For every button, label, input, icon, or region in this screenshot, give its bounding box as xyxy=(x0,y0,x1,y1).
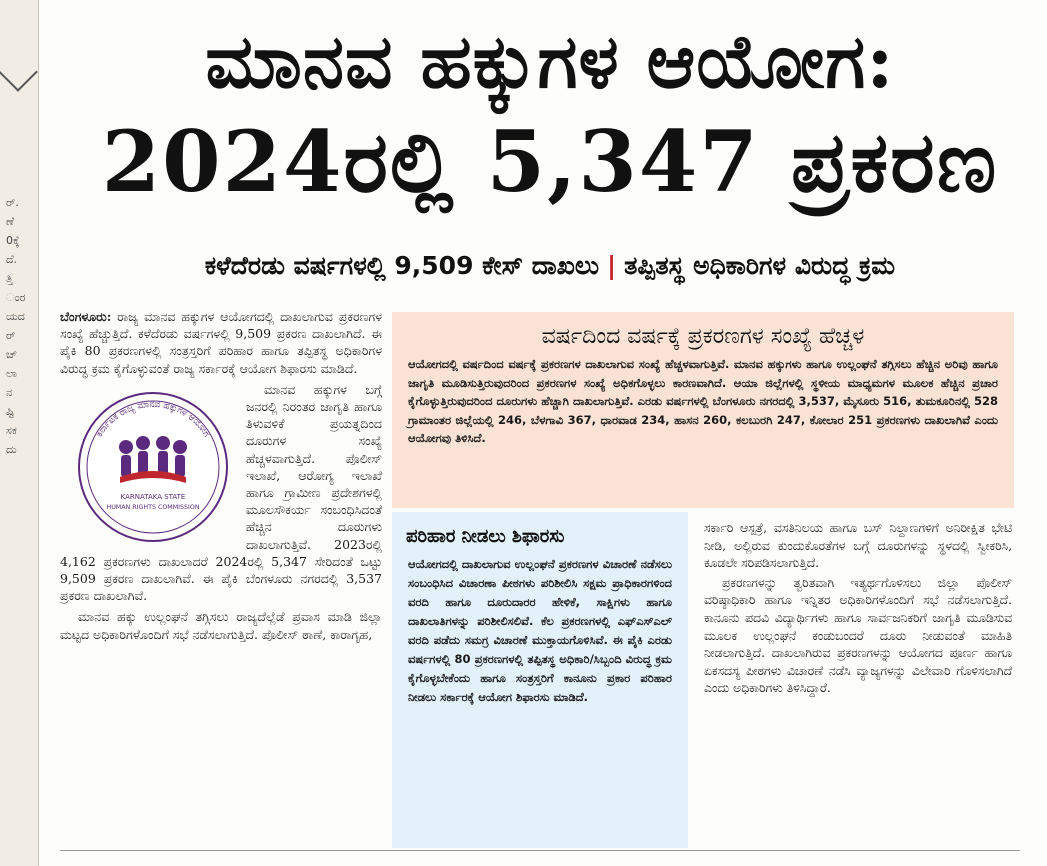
previous-column-fragment-line: ಲಾ xyxy=(6,367,18,380)
headline-line2: 2024ರಲ್ಲಿ 5,347 ಪ್ರಕರಣ xyxy=(101,112,999,211)
box-left-title: ಪರಿಹಾರ ನೀಡಲು ಶಿಫಾರಸು xyxy=(406,526,565,547)
box-top-body: ಆಯೋಗದಲ್ಲಿ ವರ್ಷದಿಂದ ವರ್ಷಕ್ಕೆ ಪ್ರಕರಣಗಳ ದಾಖಲಾಗುವ ಸಂಖ್ಯೆ ಹೆಚ್ಚಳವಾಗುತ್ತಿವೆ. ಮಾನವ ಹಕ್ಕುಗಳು ಹಾಗೂ ಉಲ್ಲಂಘನೆ ತಗ್ಗಿಸಲು ಹೆಚ್ಚಿನ ಅರಿವು ಹಾಗೂ ಜಾಗೃತಿ ಮೂಡಿಸುತ್ತಿರುವುದರಿಂದ ಪ್ರಕರಣಗಳ ಸಂಖ್ಯೆ ಅಧಿಕಗೊಳ್ಳಲು ಕಾರಣವಾಗಿದೆ. ಆಯಾ ಜಿಲ್ಲೆಗಳಲ್ಲಿ ಸ್ಥಳೀಯ ಮಾಧ್ಯಮಗಳ ಮೂಲಕ ಹೆಚ್ಚಿನ ಪ್ರಚಾರ ಕೈಗೊಳ್ಳುತ್ತಿರುವುದರಿಂದ ದೂರುಗಳು ಹೆಚ್ಚಾಗಿ ದಾಖಲಾಗುತ್ತಿವೆ. ಎರಡು ವರ್ಷಗಳಲ್ಲಿ ಬೆಂಗಳೂರು ನಗರದಲ್ಲಿ 3,537, ಮೈಸೂರು 516, ತುಮಕೂರಿನಲ್ಲಿ 528 ಗ್ರಾಮಾಂತರ ಜಿಲ್ಲೆಯಲ್ಲಿ 246, ಬೆಳಗಾವಿ 367, ಧಾರವಾಡ 234, ಹಾಸನ 260, ಕಲಬುರಗಿ 247, ಕೋಲಾರ 251 ಪ್ರಕರಣಗಳು ದಾಖಲಾಗಿವೆ ಎಂದು ಆಯೋಗವು ತಿಳಿಸಿದೆ. xyxy=(408,357,998,446)
previous-column-fragment-line: ದು xyxy=(6,443,17,456)
article-paragraph-1 xyxy=(60,308,382,377)
article-column-left xyxy=(60,308,382,647)
previous-column-fragment-line: ದೆ. xyxy=(6,253,18,266)
subheadline-right: ತಪ್ಪಿತಸ್ಥ ಅಧಿಕಾರಿಗಳ ವಿರುದ್ಧ ಕ್ರಮ xyxy=(624,251,896,280)
chevron-down-icon xyxy=(0,52,38,92)
box-left-body: ಆಯೋಗದಲ್ಲಿ ದಾಖಲಾಗುವ ಉಲ್ಲಂಘನೆ ಪ್ರಕರಣಗಳ ವಿಚಾರಣೆ ನಡೆಸಲು ಸಂಬಂಧಿಸಿದ ವಿಚಾರಣಾ ಪೀಠಗಳು ಪರಿಶೀಲಿಸಿ ಸಕ್ಷಮ ಪ್ರಾಧಿಕಾರಗಳಿಂದ ವರದಿ ಹಾಗೂ ದೂರುದಾರರ ಹೇಳಿಕೆ, ಸಾಕ್ಷಿಗಳು ಹಾಗೂ ದಾಖಲಾತಿಗಳನ್ನು ಪರಿಶೀಲಿಸಲಿವೆ. ಕೆಲ ಪ್ರಕರಣಗಳಲ್ಲಿ ಎಫ್ಎಸ್ಎಲ್ ವರದಿ ಪಡೆದು ಸಮಗ್ರ ವಿಚಾರಣೆ ಮುಕ್ತಾಯಗೊಳಿಸಿವೆ. ಈ ಪೈಕಿ ಎರಡು ವರ್ಷಗಳಲ್ಲಿ 80 ಪ್ರಕರಣಗಳಲ್ಲಿ ತಪ್ಪಿತಸ್ಥ ಅಧಿಕಾರಿ/ಸಿಬ್ಬಂದಿ ವಿರುದ್ಧ ಕ್ರಮ ಕೈಗೊಳ್ಳಬೇಕೆಂದು ಹಾಗೂ ಸಂತ್ರಸ್ತರಿಗೆ ಕಾನೂನು ಪ್ರಕಾರ ಪರಿಹಾರ ನೀಡಲು ಸರ್ಕಾರಕ್ಕೆ ಆಯೋಗ ಶಿಫಾರಸು ಮಾಡಿದೆ. xyxy=(408,557,672,704)
subheadline-separator: | xyxy=(607,251,617,280)
previous-column-fragment-line: ಚ್ xyxy=(6,348,18,361)
subheadline-left: ಕಳೆದೆರಡು ವರ್ಷಗಳಲ್ಲಿ 9,509 ಕೇಸ್ ದಾಖಲು xyxy=(204,251,600,280)
previous-column-fragment-line: ಣೆ xyxy=(6,215,15,228)
article-column-right xyxy=(704,520,1012,700)
headline xyxy=(60,14,1040,214)
article-paragraph-5: ಪ್ರಕರಣಗಳನ್ನು ತ್ವರಿತವಾಗಿ ಇತ್ಯರ್ಥಗೊಳಿಸಲು ಜಿಲ್ಲಾ ಪೊಲೀಸ್ ವರಿಷ್ಠಾಧಿಕಾರಿ ಹಾಗೂ ಇನ್ನಿತರ ಅಧಿಕಾರಿಗಳೊಂದಿಗೆ ಸಭೆ ನಡೆಸಲಾಗುತ್ತಿದೆ. ಕಾನೂನು ಪದವಿ ವಿದ್ಯಾರ್ಥಿಗಳು ಹಾಗೂ ಸಾರ್ವಜನಿಕರಿಗೆ ಜಾಗೃತಿ ಮೂಡಿಸುವ ಮೂಲಕ ಉಲ್ಲಂಘನೆ ಕಂಡುಬಂದರೆ ದೂರು ನೀಡುವಂತೆ ಮಾಹಿತಿ ನೀಡಲಾಗುತ್ತಿದೆ. ದಾಖಲಾಗಿರುವ ಪ್ರಕರಣಗಳನ್ನು ಆಯೋಗದ ಪೂರ್ಣ ಹಾಗೂ ಏಕಸದಸ್ಯ ಪೀಠಗಳು ವಿಚಾರಣೆ ನಡೆಸಿ ವ್ಯಾಜ್ಯಗಳನ್ನು ವಿಲೇವಾರಿ ಗೊಳಿಸಲಾಗಿದೆ ಎಂದು ಅಧಿಕಾರಿಗಳು ತಿಳಿಸಿದ್ದಾರೆ. xyxy=(704,575,1012,696)
previous-column-fragment-line: ಂರ xyxy=(6,291,26,304)
previous-column-fragment-line: ಯದ xyxy=(6,310,25,323)
headline-line1: ಮಾನವ ಹಕ್ಕುಗಳ ಆಯೋಗ: xyxy=(205,19,895,105)
previous-column-fragment-line: ತ್ತಿ xyxy=(6,272,13,285)
box-top-title: ವರ್ಷದಿಂದ ವರ್ಷಕ್ಕೆ ಪ್ರಕರಣಗಳ ಸಂಖ್ಯೆ ಹೆಚ್ಚಳ xyxy=(541,324,865,349)
previous-column-fragment xyxy=(0,0,39,866)
previous-column-fragment-line: ರ್. xyxy=(6,196,19,209)
previous-column-fragment-line: ನ xyxy=(6,386,13,399)
commission-logo xyxy=(68,385,238,545)
dateline: ಬೆಂಗಳೂರು: xyxy=(60,309,112,324)
previous-column-fragment-line: ಷ್ಟಿ xyxy=(6,405,15,418)
previous-column-fragment-line: 0ಕ್ಕೆ xyxy=(6,234,20,247)
article-paragraph-3: ಮಾನವ ಹಕ್ಕು ಉಲ್ಲಂಘನೆ ತಗ್ಗಿಸಲು ರಾಜ್ಯದೆಲ್ಲೆಡೆ ಪ್ರವಾಸ ಮಾಡಿ ಜಿಲ್ಲಾ ಮಟ್ಟದ ಅಧಿಕಾರಿಗಳೊಂದಿಗೆ ಸಭೆ ನಡೆಸಲಾಗುತ್ತಿದೆ. ಪೊಲೀಸ್ ಠಾಣೆ, ಕಾರಾಗೃಹ, xyxy=(60,609,382,642)
previous-column-fragment-line: ಸಕ xyxy=(6,424,17,437)
bottom-divider xyxy=(60,850,1020,851)
logo-top-text: ಕರ್ನಾಟಕ ರಾಜ್ಯ ಮಾನವ ಹಕ್ಕುಗಳ ಆಯೋಗ xyxy=(94,399,212,439)
subheadline xyxy=(60,246,1040,286)
article-paragraph-4: ಸರ್ಕಾರಿ ಆಸ್ಪತ್ರೆ, ವಸತಿನಿಲಯ ಹಾಗೂ ಬಸ್ ನಿಲ್ದಾಣಗಳಿಗೆ ಅನಿರೀಕ್ಷಿತ ಭೇಟಿ ನೀಡಿ, ಅಲ್ಲಿರುವ ಕುಂದುಕೊರತೆಗಳ ಬಗ್ಗೆ ದೂರುಗಳನ್ನು ಸ್ಥಳದಲ್ಲಿ ಸ್ವೀಕರಿಸಿ, ಕೂಡಲೇ ಸರಿಪಡಿಸಲಾಗುತ್ತಿದೆ. xyxy=(704,521,1012,571)
sidebar-box-yearly-increase xyxy=(392,312,1014,508)
article-paragraph-2: ಮಾನವ ಹಕ್ಕುಗಳ ಬಗ್ಗೆ ಜನರಲ್ಲಿ ನಿರಂತರ ಜಾಗೃತಿ ಹಾಗೂ ತಿಳುವಳಿಕೆ ಪ್ರಯತ್ನದಿಂದ ದೂರುಗಳ ಸಂಖ್ಯೆ ಹೆಚ್ಚಳವಾಗುತ್ತಿದೆ. ಪೊಲೀಸ್ ಇಲಾಖೆ, ಆರೋಗ್ಯ ಇಲಾಖೆ ಹಾಗೂ ಗ್ರಾಮೀಣ ಪ್ರದೇಶಗಳಲ್ಲಿ ಮೂಲಸೌಕರ್ಯ ಸಂಬಂಧಿಸಿದಂತೆ ಹೆಚ್ಚಿನ ದೂರುಗಳು ದಾಖಲಾಗುತ್ತಿವೆ. 2023ರಲ್ಲಿ 4,162 ಪ್ರಕರಣಗಳು ದಾಖಲಾದರೆ 2024ರಲ್ಲಿ 5,347 ಸೇರಿದಂತೆ ಒಟ್ಟು 9,509 ಪ್ರಕರಣ ದಾಖಲಾಗಿವೆ. ಈ ಪೈಕಿ ಬೆಂಗಳೂರು ನಗರದಲ್ಲಿ 3,537 ಪ್ರಕರಣ ದಾಖಲಾಗಿವೆ. xyxy=(60,381,382,604)
previous-column-fragment-line: ರ್ xyxy=(6,329,16,342)
logo-bottom-line1: KARNATAKA STATE xyxy=(120,492,186,501)
logo-bottom-line2: HUMAN RIGHTS COMMISSION xyxy=(106,503,200,511)
article-text-1: ರಾಜ್ಯ ಮಾನವ ಹಕ್ಕುಗಳ ಆಯೋಗದಲ್ಲಿ ದಾಖಲಾಗುವ ಪ್ರಕರಣಗಳ ಸಂಖ್ಯೆ ಹೆಚ್ಚುತ್ತಿದೆ. ಕಳೆದೆರಡು ವರ್ಷಗಳಲ್ಲಿ 9,509 ಪ್ರಕರಣ ದಾಖಲಾಗಿದೆ. ಈ ಪೈಕಿ 80 ಪ್ರಕರಣಗಳಲ್ಲಿ ಸಂತ್ರಸ್ತರಿಗೆ ಪರಿಹಾರ ಹಾಗೂ ತಪ್ಪಿತಸ್ಥ ಅಧಿಕಾರಿಗಳ ವಿರುದ್ಧ ಕ್ರಮ ಕೈಗೊಳ್ಳುವಂತೆ ರಾಜ್ಯ ಸರ್ಕಾರಕ್ಕೆ ಆಯೋಗ ಶಿಫಾರಸು ಮಾಡಿದೆ. xyxy=(60,309,382,376)
sidebar-box-compensation xyxy=(392,512,688,848)
